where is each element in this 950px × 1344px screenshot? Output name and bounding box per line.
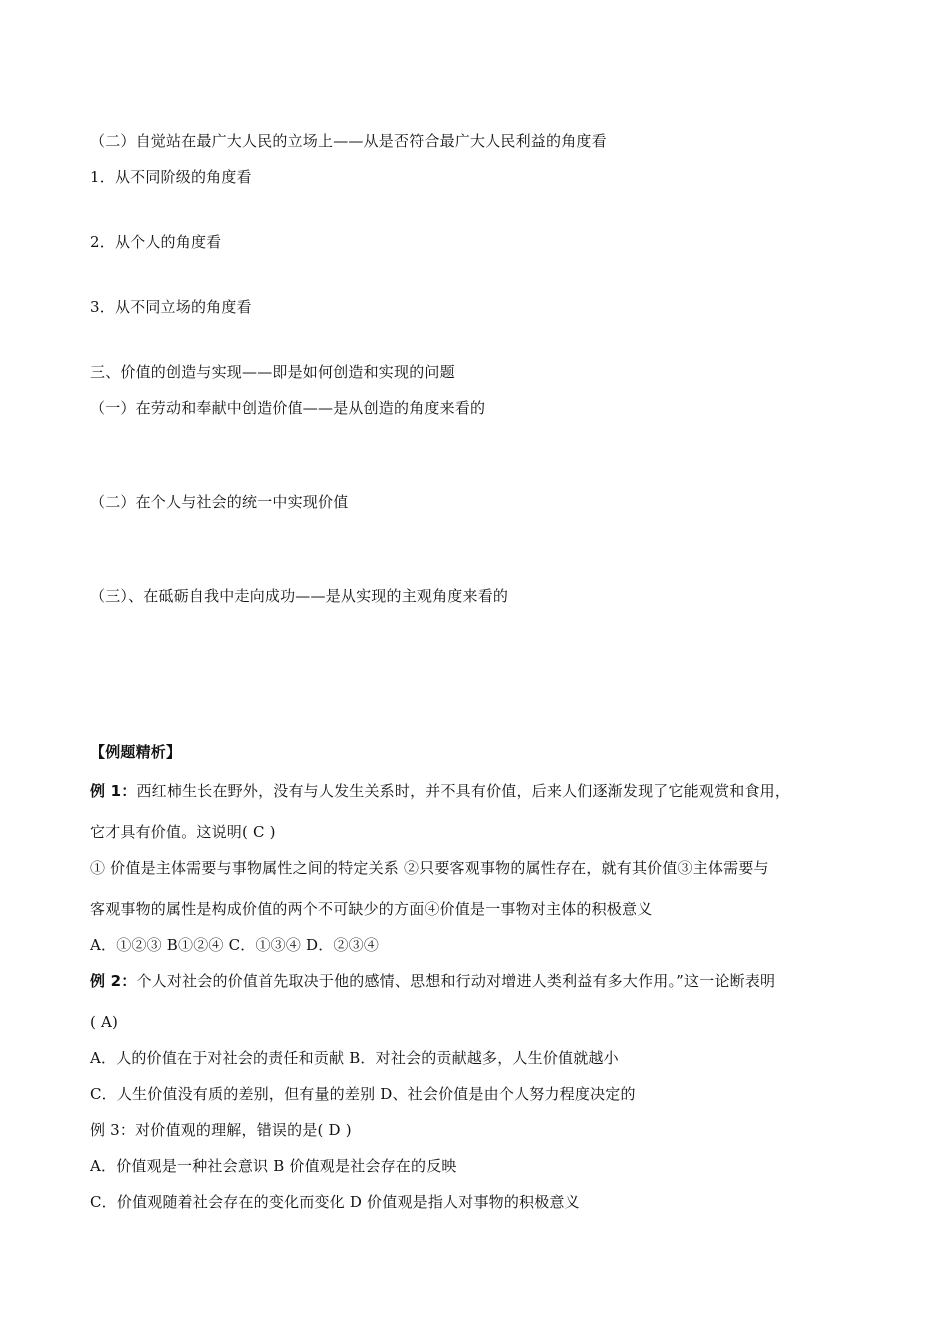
example-1-stem-line-2: 它才具有价值。这说明( C ) [90,823,276,841]
example-1-stem-text: 西红柿生长在野外，没有与人发生关系时，并不具有价值，后来人们逐渐发现了它能观赏和食用， [136,782,791,800]
example-3-choices-cd: C．价值观随着社会存在的变化而变化 D 价值观是指人对事物的积极意义 [90,1193,580,1211]
section-3-sub-3: （三）、在砥砺自我中走向成功——是从实现的主观角度来看的 [90,587,509,605]
outline-item-3: 3．从不同立场的角度看 [90,298,252,316]
example-1-options-line-2: 客观事物的属性是构成价值的两个不可缺少的方面④价值是一事物对主体的积极意义 [90,900,653,918]
example-2-stem-line-1 [90,971,775,991]
subsection-2-title: （二）自觉站在最广大人民的立场上——从是否符合最广大人民利益的角度看 [90,132,607,150]
outline-item-2: 2．从个人的角度看 [90,233,222,251]
example-1-label: 例 1： [90,782,137,800]
example-1-options-line-1: ① 价值是主体需要与事物属性之间的特定关系 ②只要客观事物的属性存在，就有其价值③主体需要与 [90,859,769,877]
example-2-label: 例 2： [90,972,137,990]
example-1-choices: A．①②③ B①②④ C．①③④ D．②③④ [90,936,380,954]
example-3-stem: 例 3：对价值观的理解，错误的是( D ) [90,1121,352,1139]
outline-item-1: 1．从不同阶级的角度看 [90,168,252,186]
example-2-choices-cd: C．人生价值没有质的差别，但有量的差别 D、社会价值是由个人努力程度决定的 [90,1085,636,1103]
section-3-title: 三、价值的创造与实现——即是如何创造和实现的问题 [90,363,455,381]
section-3-sub-2: （二）在个人与社会的统一中实现价值 [90,493,349,511]
section-3-sub-1: （一）在劳动和奉献中创造价值——是从创造的角度来看的 [90,399,486,417]
example-3-choices-ab: A．价值观是一种社会意识 B 价值观是社会存在的反映 [90,1157,457,1175]
example-2-stem-line-2: ( A) [90,1013,119,1031]
example-1-stem-line-1 [90,781,790,801]
examples-heading: 【例题精析】 [90,743,182,761]
example-2-choices-ab: A．人的价值在于对社会的责任和贡献 B．对社会的贡献越多，人生价值就越小 [90,1049,619,1067]
example-2-stem-text: 个人对社会的价值首先取决于他的感情、思想和行动对增进人类利益有多大作用。”这一论断表明 [136,972,776,990]
